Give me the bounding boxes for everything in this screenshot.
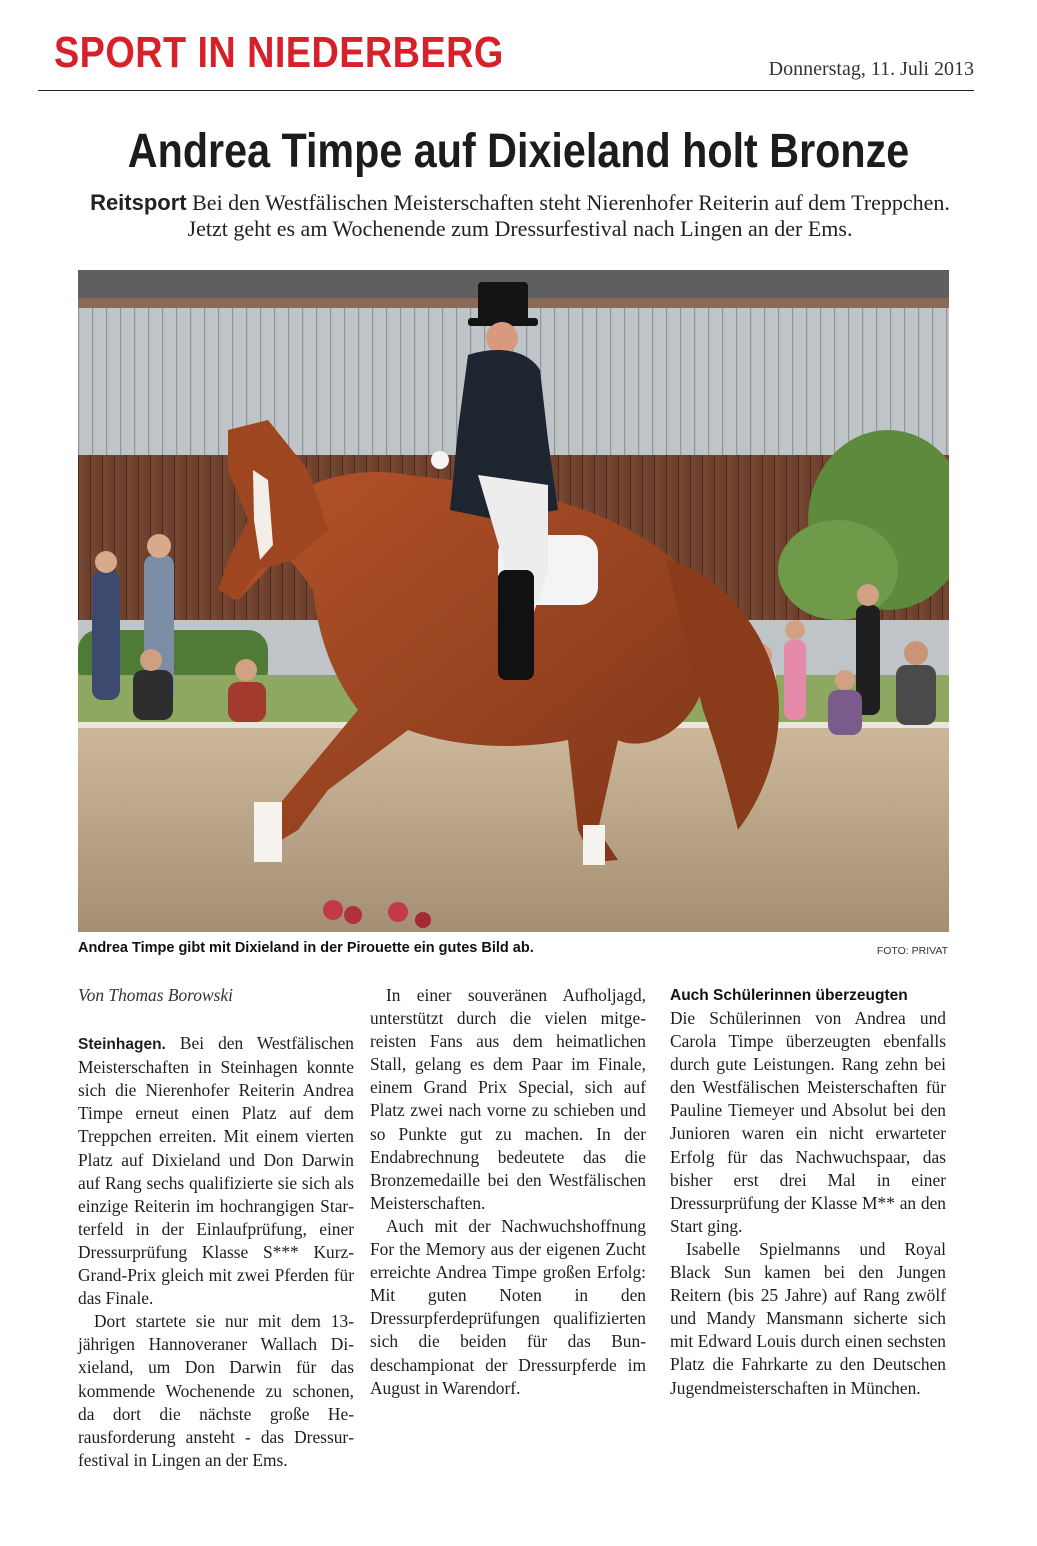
top-hat	[478, 282, 528, 322]
photo-credit: FOTO: PRIVAT	[876, 945, 948, 957]
article-subhead	[30, 190, 1010, 242]
subhead-line-2: Jetzt geht es am Wochenende zum Dressurfestival nach Lingen an der Ems.	[187, 216, 853, 241]
article-headline: Andrea Timpe auf Dixieland holt Bronze	[127, 125, 910, 178]
subheading: Auch Schülerinnen überzeugten	[670, 987, 908, 1004]
paragraph: Isabelle Spielmanns und Royal Black Sun kamen bei den Jungen Reitern (bis 25 Jahre) auf Rang zwölf und Mandy Mansmann sicherte sich mit Edward Louis durch einen sechsten Platz die Fahrkarte zu den Deutschen Jugendmeisterschaften in München.	[670, 1238, 946, 1398]
article-column-3	[670, 984, 946, 1400]
byline: Von Thomas Borowski	[78, 985, 233, 1005]
paragraph: Die Schülerinnen von Andrea und Carola Timpe überzeugten ebenfalls durch gute Leistungen. Rang zehn bei den Westfälischen Meisterschaften für Pauline Tiemeyer und Absolut bei den Junioren waren ein nicht erwarteter Erfolg für das Nachwuchspaar, das bisher erst drei Mal in einer Dressurprüfung der Klasse M** an den Start ging.	[670, 1008, 946, 1236]
paragraph: Auch mit der Nachwuchshoffnung For the Memory aus der eigenen Zucht erreichte Andrea Timpe großen Erfolg: Mit guten Noten in den Dressurpferdeprüfungen qualifizierten sich die beiden für das Bundeschampionat der Dressurpferde im August in Warendorf.	[370, 1215, 646, 1398]
paragraph-text: Bei den Westfälischen Meisterschaften in Steinhagen konnte sich die Nierenhofer Reiterin Andrea Timpe erneut einen Platz auf dem Treppchen erreiten. Mit einem vierten Platz auf Dixieland und Don Darwin auf Rang sechs qualifizierte sie sich als einzige Reiterin im hochrangigen Starterfeld in der Einlaufprüfung, einer Dressurprüfung Klasse S*** Kurz-Grand-Prix gleich mit zwei Pferden für das Finale.	[78, 1033, 354, 1309]
paragraph: Dort startete sie nur mit dem 13-jährigen Hannoveraner Wallach Dixieland, um Don Darwin für das kommende Wochenende zu schonen, da dort die nächste große Herausforderung ansteht - das Dressurfestival in Lingen an der Ems.	[78, 1311, 354, 1470]
article-kicker: Reitsport	[90, 190, 187, 215]
paragraph: In einer souveränen Aufholjagd, unterstützt durch die vielen mitgereisten Fans aus dem heimatlichen Stall, gelang es dem Paar im Finale, einem Grand Prix Special, sich auf Platz zwei nach vorne zu schieben und so Punkte gut zu machen. In der Endabrechnung bedeutete das die Bronzemedaille bei den Westfälischen Meisterschaften.	[370, 985, 646, 1213]
dateline-place: Steinhagen.	[78, 1036, 166, 1054]
article-photo	[78, 270, 949, 932]
publication-date: Donnerstag, 11. Juli 2013	[768, 58, 974, 80]
photo-caption: Andrea Timpe gibt mit Dixieland in der Pirouette ein gutes Bild ab.	[78, 940, 534, 956]
dressage-arena	[78, 725, 949, 932]
page-header	[38, 24, 974, 91]
section-title: SPORT IN NIEDERBERG	[54, 28, 504, 77]
article-column-1	[78, 984, 354, 1472]
paragraph	[78, 1032, 354, 1310]
subhead-line-1: Bei den Westfälischen Meisterschaften steht Nierenhofer Reiterin auf dem Treppchen.	[192, 190, 950, 215]
article-column-2	[370, 984, 646, 1400]
